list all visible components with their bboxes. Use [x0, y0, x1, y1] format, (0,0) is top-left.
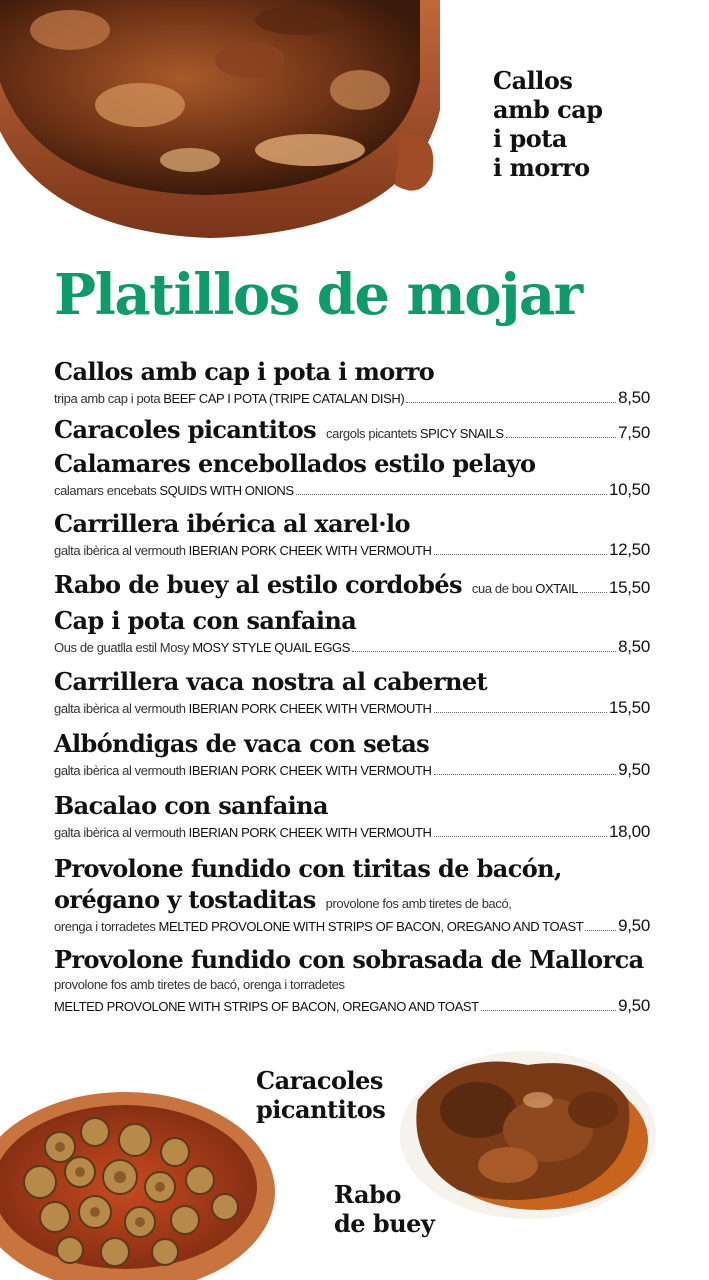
dot-leader: [434, 712, 607, 713]
item-price: 9,50: [618, 760, 650, 779]
item-name: Albóndigas de vaca con setas: [54, 729, 430, 758]
item-sub: provolone fos amb tiretes de bacó, orenga i torradetes: [54, 977, 345, 992]
caption-line: i morro: [493, 153, 590, 182]
item-price: 18,00: [608, 822, 650, 841]
item-name: Callos amb cap i pota i morro: [54, 357, 435, 386]
menu-item: [54, 728, 650, 790]
item-sub: tripa amb cap i pota: [54, 391, 161, 406]
dot-leader: [580, 592, 607, 593]
item-en: IBERIAN PORK CHEEK WITH VERMOUTH: [188, 825, 432, 840]
item-sub: cargols picantets: [326, 426, 417, 441]
item-name: Provolone fundido con tiritas de bacón,: [54, 854, 562, 883]
item-sub: galta ibèrica al vermouth: [54, 825, 186, 840]
item-sub: galta ibèrica al vermouth: [54, 763, 186, 778]
item-name: Bacalao con sanfaina: [54, 791, 328, 820]
caption-line: picantitos: [256, 1095, 386, 1124]
caption-line: de buey: [334, 1209, 435, 1238]
item-desc: [54, 995, 650, 1018]
item-price: 9,50: [618, 996, 650, 1015]
menu-item: [54, 569, 650, 605]
item-desc: [54, 697, 650, 720]
menu-item: [54, 944, 650, 1030]
item-price: 8,50: [618, 637, 650, 656]
item-sub: galta ibèrica al vermouth: [54, 543, 186, 558]
item-en: IBERIAN PORK CHEEK WITH VERMOUTH: [188, 701, 432, 716]
menu-item: [54, 414, 650, 448]
caption-line: Caracoles: [256, 1066, 383, 1095]
item-sub: calamars encebats: [54, 483, 157, 498]
item-desc: [54, 387, 650, 410]
rabo-photo: [398, 1040, 658, 1220]
caracoles-photo: [0, 1052, 280, 1280]
menu-list: [54, 356, 650, 1030]
item-price: 15,50: [608, 578, 650, 597]
caption-line: Callos: [493, 66, 573, 95]
dot-leader: [434, 774, 617, 775]
item-name: Rabo de buey al estilo cordobés: [54, 570, 462, 599]
dot-leader: [585, 930, 616, 931]
item-en: SQUIDS WITH ONIONS: [159, 483, 294, 498]
dot-leader: [506, 437, 616, 438]
dot-leader: [481, 1010, 616, 1011]
item-en: SPICY SNAILS: [419, 426, 504, 441]
item-desc: [54, 414, 650, 451]
dot-leader: [434, 836, 607, 837]
caption-line: amb cap: [493, 95, 603, 124]
item-price: 10,50: [608, 480, 650, 499]
menu-item: [54, 853, 650, 944]
caption-line: i pota: [493, 124, 567, 153]
item-name: Calamares encebollados estilo pelayo: [54, 449, 536, 478]
item-sub: provolone fos amb tiretes de bacó,: [325, 896, 512, 911]
item-en: OXTAIL: [535, 581, 579, 596]
item-desc: [54, 539, 650, 562]
item-name: Carrillera ibérica al xarel·lo: [54, 509, 410, 538]
item-price: 7,50: [618, 423, 650, 442]
item-desc: [54, 915, 650, 938]
item-sub: galta ibèrica al vermouth: [54, 701, 186, 716]
item-sub: Ous de guatlla estil Mosy: [54, 640, 190, 655]
item-en: IBERIAN PORK CHEEK WITH VERMOUTH: [188, 543, 432, 558]
callos-caption: [493, 66, 603, 182]
menu-item: [54, 508, 650, 569]
item-price: 12,50: [608, 540, 650, 559]
item-en: MELTED PROVOLONE WITH STRIPS OF BACON, OREGANO AND TOAST: [158, 919, 584, 934]
item-name: orégano y tostaditas: [54, 885, 316, 914]
item-desc: [54, 759, 650, 782]
menu-item: [54, 448, 650, 508]
item-name: Carrillera vaca nostra al cabernet: [54, 667, 488, 696]
callos-photo: [0, 0, 450, 250]
menu-item: [54, 356, 650, 414]
item-price: 8,50: [618, 388, 650, 407]
item-name: Caracoles picantitos: [54, 415, 317, 444]
item-desc: [54, 569, 650, 607]
item-price: 15,50: [608, 698, 650, 717]
item-en: IBERIAN PORK CHEEK WITH VERMOUTH: [188, 763, 432, 778]
item-en: BEEF CAP I POTA (TRIPE CATALAN DISH): [163, 391, 405, 406]
menu-item: [54, 666, 650, 728]
caracoles-caption: [256, 1066, 385, 1124]
item-desc: [54, 636, 650, 659]
menu-item: [54, 790, 650, 853]
rabo-caption: [334, 1180, 434, 1238]
dot-leader: [296, 494, 607, 495]
item-sub: orenga i torradetes: [54, 919, 156, 934]
menu-item: [54, 605, 650, 666]
item-sub: cua de bou: [471, 581, 533, 596]
item-en: MELTED PROVOLONE WITH STRIPS OF BACON, OREGANO AND TOAST: [54, 999, 479, 1014]
item-name-row: [54, 884, 650, 915]
caption-line: Rabo: [334, 1180, 401, 1209]
item-name: Provolone fundido con sobrasada de Mallorca: [54, 945, 644, 974]
item-desc: [54, 479, 650, 502]
dot-leader: [406, 402, 616, 403]
item-desc: [54, 821, 650, 844]
item-price: 9,50: [618, 916, 650, 935]
dot-leader: [352, 651, 616, 652]
item-name: Cap i pota con sanfaina: [54, 606, 357, 635]
item-en: MOSY STYLE QUAIL EGGS: [192, 640, 351, 655]
dot-leader: [434, 554, 607, 555]
section-title: Platillos de mojar: [54, 262, 582, 328]
